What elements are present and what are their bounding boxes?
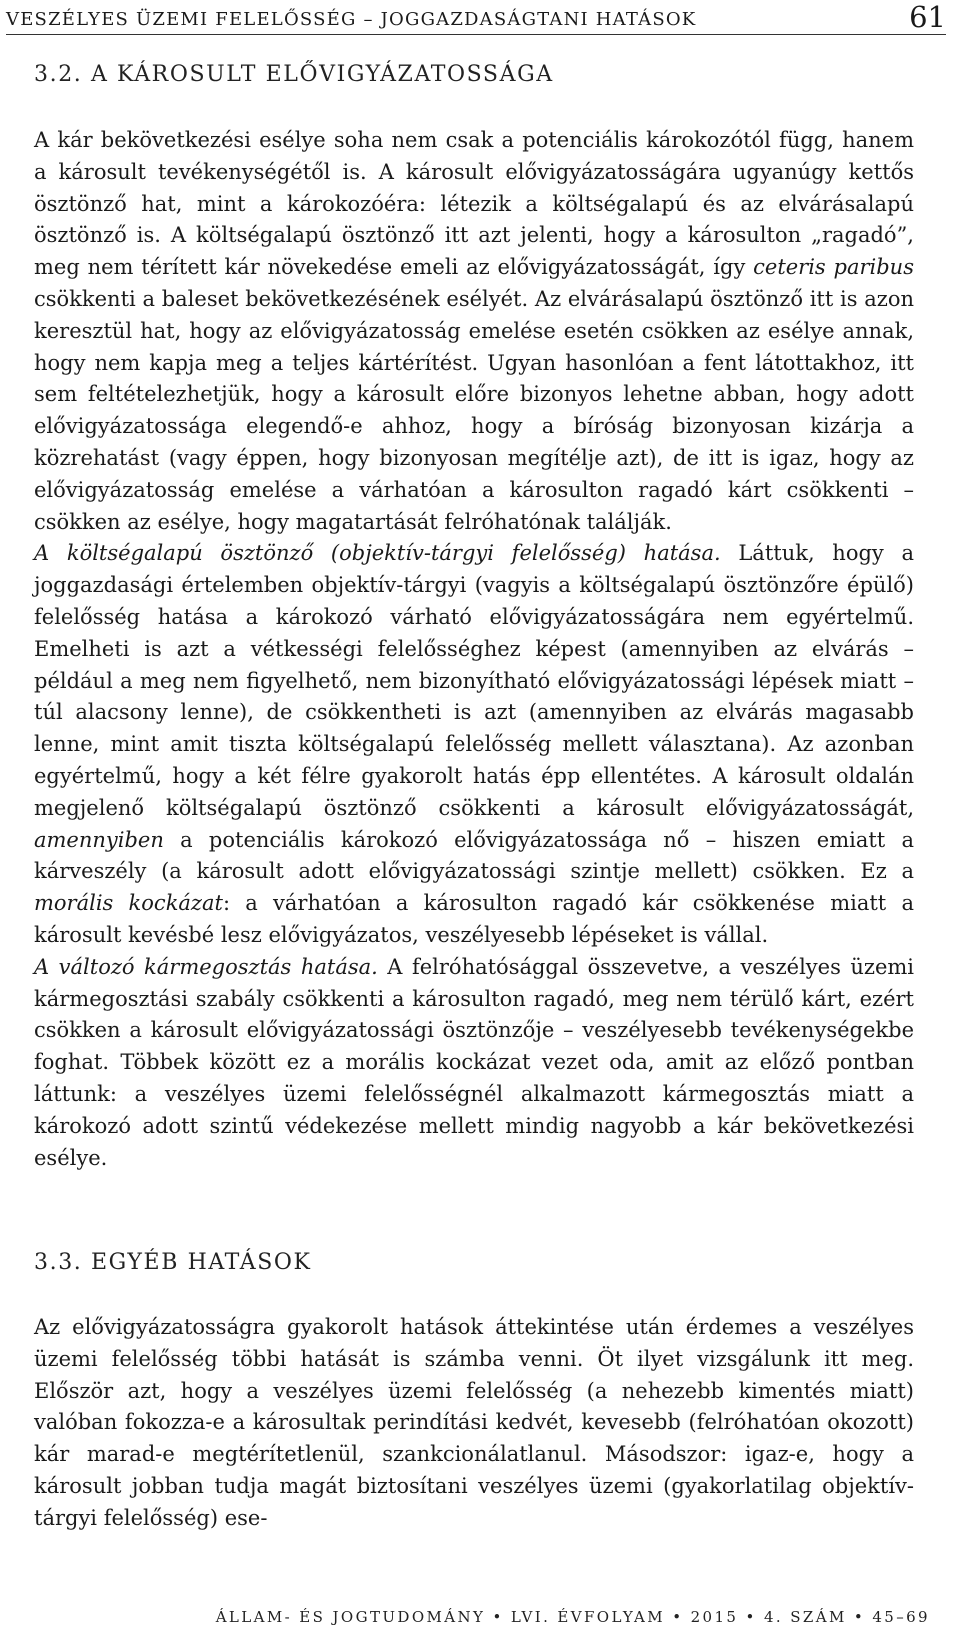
text-run: csökkenti a baleset bekövetkezésének esélyét. Az elvárásalapú ösztönző itt is azon keresztül hat, hogy az elővigyázatosság emelése esetén csökken az esélye annak, hogy nem kapja meg a teljes kártérítést. Ugyan hasonlóan a fent látottakhoz, itt sem feltételezhetjük, hogy a károsult előre bizonyos lehetne abban, hogy adott elővigyázatossága elegendő-e ahhoz, hogy a bíróság bizonyosan kizárja a közrehatást (vagy éppen, hogy bizonyosan megítélje azt), de itt is igaz, hogy az elővigyázatosság emelése a várhatóan a károsulton ragadó kárt csökkenti – csökken az esélye, hogy magatartását felróhatónak találják. <box>34 286 914 534</box>
running-head <box>6 0 946 35</box>
section-3-2-body <box>34 125 914 1174</box>
paragraph <box>34 952 914 1175</box>
paragraph-lead-in: A változó kármegosztás hatása. <box>34 954 378 979</box>
text-run: A felróhatósággal összevetve, a veszélyes üzemi kármegosztási szabály csökkenti a károsulton ragadó, meg nem térülő kárt, ezért csökken a károsult elővigyázatossági ösztönzője – veszélyesebb tevékenységekbe foghat. Többek között ez a morális kockázat vezet oda, amit az előző pontban láttunk: a veszélyes üzemi felelősségnél alkalmazott kármegosztás miatt a károkozó adott szintű védekezése mellett mindig nagyobb a kár bekövetkezési esélye. <box>34 954 914 1170</box>
emphasis: amennyiben <box>34 827 164 852</box>
text-run: a potenciális károkozó elővigyázatossága nő – hiszen emiatt a kárveszély (a károsult adott elővigyázatossági szintje mellett) csökken. Ez a <box>34 827 914 884</box>
journal-footer: ÁLLAM- ÉS JOGTUDOMÁNY • LVI. ÉVFOLYAM • 2015 • 4. SZÁM • 45–69 <box>215 1608 930 1626</box>
running-title: VESZÉLYES ÜZEMI FELELŐSSÉG – JOGGAZDASÁGTANI HATÁSOK <box>6 9 697 30</box>
emphasis: ceteris paribus <box>753 255 914 280</box>
section-heading-3-2: 3.2. A KÁROSULT ELŐVIGYÁZATOSSÁGA <box>34 62 554 87</box>
paragraph <box>34 538 914 951</box>
page-number: 61 <box>909 0 946 34</box>
emphasis: morális kockázat <box>34 891 223 916</box>
text-run: A kár bekövetkezési esélye soha nem csak a potenciális károkozótól függ, hanem a károsult tevékenységétől is. A károsult elővigyázatosságára ugyanúgy kettős ösztönző hat, mint a károkozóéra: létezik a költségalapú és az elvárásalapú ösztönző is. A költségalapú ösztönző itt azt jelenti, hogy a károsulton „ragadó”, meg nem térített kár növekedése emeli az elővigyázatosságát, így <box>34 128 914 280</box>
text-run: : a várhatóan a károsulton ragadó kár csökkenése miatt a károsult kevésbé lesz elővigyázatos, veszélyesebb lépéseket is vállal. <box>34 891 914 947</box>
paragraph-lead-in: A költségalapú ösztönző (objektív-tárgyi felelősség) hatása. <box>34 541 721 566</box>
paragraph: Az elővigyázatosságra gyakorolt hatások áttekintése után érdemes a veszélyes üzemi felelősség többi hatását is számba venni. Öt ilyet vizsgálunk itt meg. Először azt, hogy a veszélyes üzemi felelősség (a nehezebb kimentés miatt) valóban fokozza-e a károsultak perindítási kedvét, kevesebb (felróhatóan okozott) kár marad-e megtérítetlenül, szankcionálatlanul. Másodszor: igaz-e, hogy a károsult jobban tudja magát biztosítani veszélyes üzemi (gyakorlatilag objektív-tárgyi felelősség) ese- <box>34 1315 914 1530</box>
section-3-3-body <box>34 1312 914 1535</box>
text-run: Láttuk, hogy a joggazdasági értelemben objektív-tárgyi (vagyis a költségalapú ösztönzőre épülő) felelősség hatása a károkozó várható elővigyázatosságára nem egyértelmű. Emelheti is azt a vétkességi felelősséghez képest (amennyiben az elvárás – például a meg nem figyelhető, nem bizonyítható elővigyázatossági lépések miatt – túl alacsony lenne), de csökkentheti is azt (amennyiben az elvárás magasabb lenne, mint amit tiszta költségalapú felelősség mellett választana). Az azonban egyértelmű, hogy a két félre gyakorolt hatás épp ellentétes. A károsult oldalán megjelenő költségalapú ösztönző csökkenti a károsult elővigyázatosságát, <box>34 541 914 820</box>
paragraph <box>34 125 914 538</box>
section-heading-3-3: 3.3. EGYÉB HATÁSOK <box>34 1250 312 1275</box>
